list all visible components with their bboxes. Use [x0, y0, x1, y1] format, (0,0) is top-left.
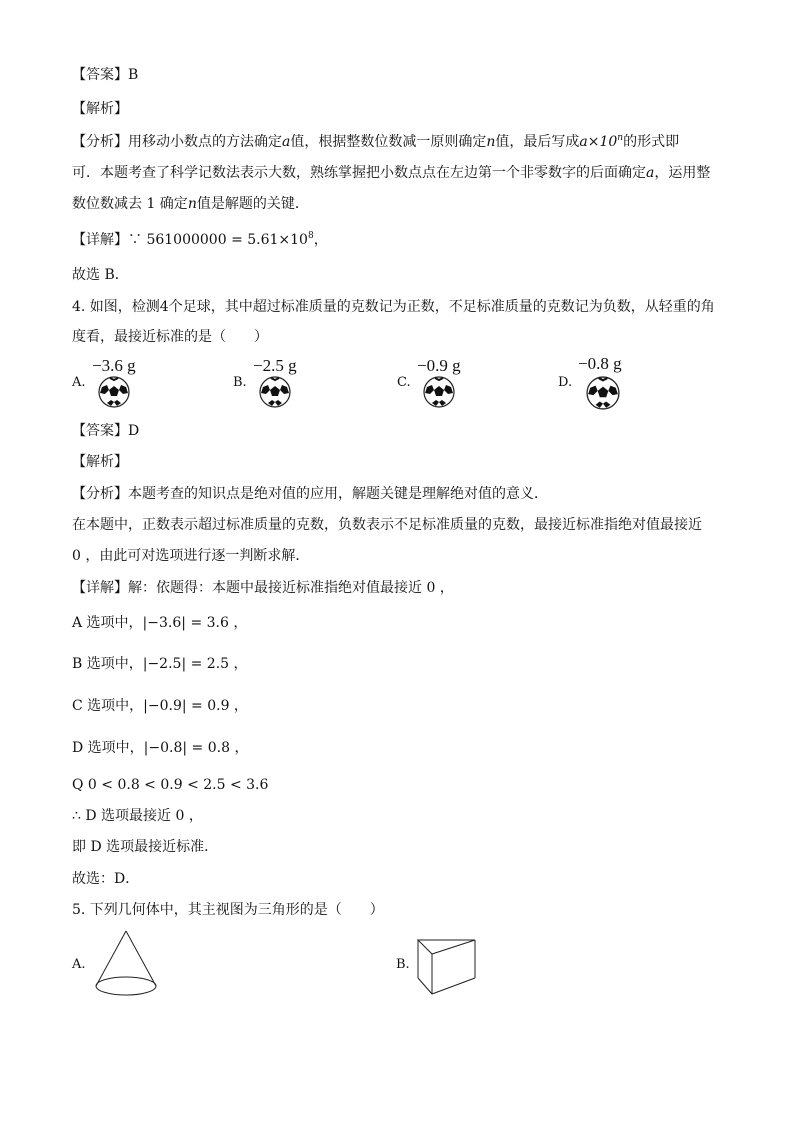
soccer-ball-icon: [259, 376, 291, 408]
soccer-ball-icon: [98, 376, 130, 408]
weight-label: −3.6 g: [92, 356, 136, 375]
comparison-q4: Q 0 < 0.8 < 0.9 < 2.5 < 3.6: [72, 777, 269, 793]
weight-label: −0.8 g: [578, 354, 622, 373]
detail-option-a: A 选项中，|−3.6| = 3.6 ，: [72, 615, 248, 631]
detail-option-c: C 选项中，|−0.9| = 0.9 ，: [72, 698, 248, 714]
option-letter: D.: [558, 375, 573, 390]
option-letter: C.: [397, 375, 411, 390]
explanation-q4-line2: 0 ，由此可对选项进行逐一判断求解．: [72, 548, 310, 564]
soccer-ball-icon: [423, 376, 455, 408]
explanation-q4-line1: 在本题中，正数表示超过标准质量的克数，负数表示不足标准质量的克数，最接近标准指绝对值最接近: [72, 517, 702, 533]
soccer-ball-icon: [586, 376, 620, 410]
question-4-line2: 度看，最接近标准的是（ ）: [72, 329, 268, 345]
analysis-text-q3-line2: 可．本题考查了科学记数法表示大数，熟练掌握把小数点点在左边第一个非零数字的后面确定a，运用整: [72, 165, 711, 181]
question-5: 5. 下列几何体中，其主视图为三角形的是（ ）: [72, 902, 384, 918]
option-letter: B.: [233, 375, 247, 390]
choose-text-q3: 故选 B．: [72, 267, 129, 283]
detail-text-q3: 【详解】∵ $561000000 = 5.61\times 10^8$，: [72, 231, 328, 248]
analysis-text-q3-line3: 数位数减去 1 确定n值是解题的关键．: [72, 196, 309, 212]
detail-text-q4: 【详解】解：依题得：本题中最接近标准指绝对值最接近 0 ，: [72, 580, 454, 596]
option-letter: A.: [72, 375, 86, 390]
analysis-heading-q3: 【解析】: [72, 101, 128, 117]
choose-text-q4: 故选：D．: [72, 871, 140, 887]
cone-icon: [92, 928, 160, 1000]
analysis-heading-q4: 【解析】: [72, 454, 128, 470]
triangular-prism-icon: [415, 930, 479, 998]
option-letter: B.: [396, 957, 410, 972]
analysis-text-q3-line1: 【分析】用移动小数点的方法确定a值，根据整数位数减一原则确定n值，最后写成$a\times 10^n$的形式即: [72, 133, 680, 150]
answer-label-q3: 【答案】B: [72, 67, 139, 83]
answer-label-q4: 【答案】D: [72, 423, 140, 439]
detail-option-b: B 选项中，|−2.5| = 2.5 ，: [72, 656, 248, 672]
question-4-line1: 4. 如图，检测4个足球，其中超过标准质量的克数记为正数，不足标准质量的克数记为负数，从轻重的角: [72, 299, 715, 315]
detail-option-d: D 选项中，|−0.8| = 0.8 ，: [72, 740, 249, 756]
conclusion-q4: ∴ D 选项最接近 0 ，: [72, 808, 203, 824]
conclusion-q4-2: 即 D 选项最接近标准．: [72, 839, 219, 855]
analysis-text-q4: 【分析】本题考查的知识点是绝对值的应用，解题关键是理解绝对值的意义．: [72, 486, 548, 502]
option-letter: A.: [72, 957, 86, 972]
weight-label: −0.9 g: [417, 356, 461, 375]
weight-label: −2.5 g: [253, 356, 297, 375]
